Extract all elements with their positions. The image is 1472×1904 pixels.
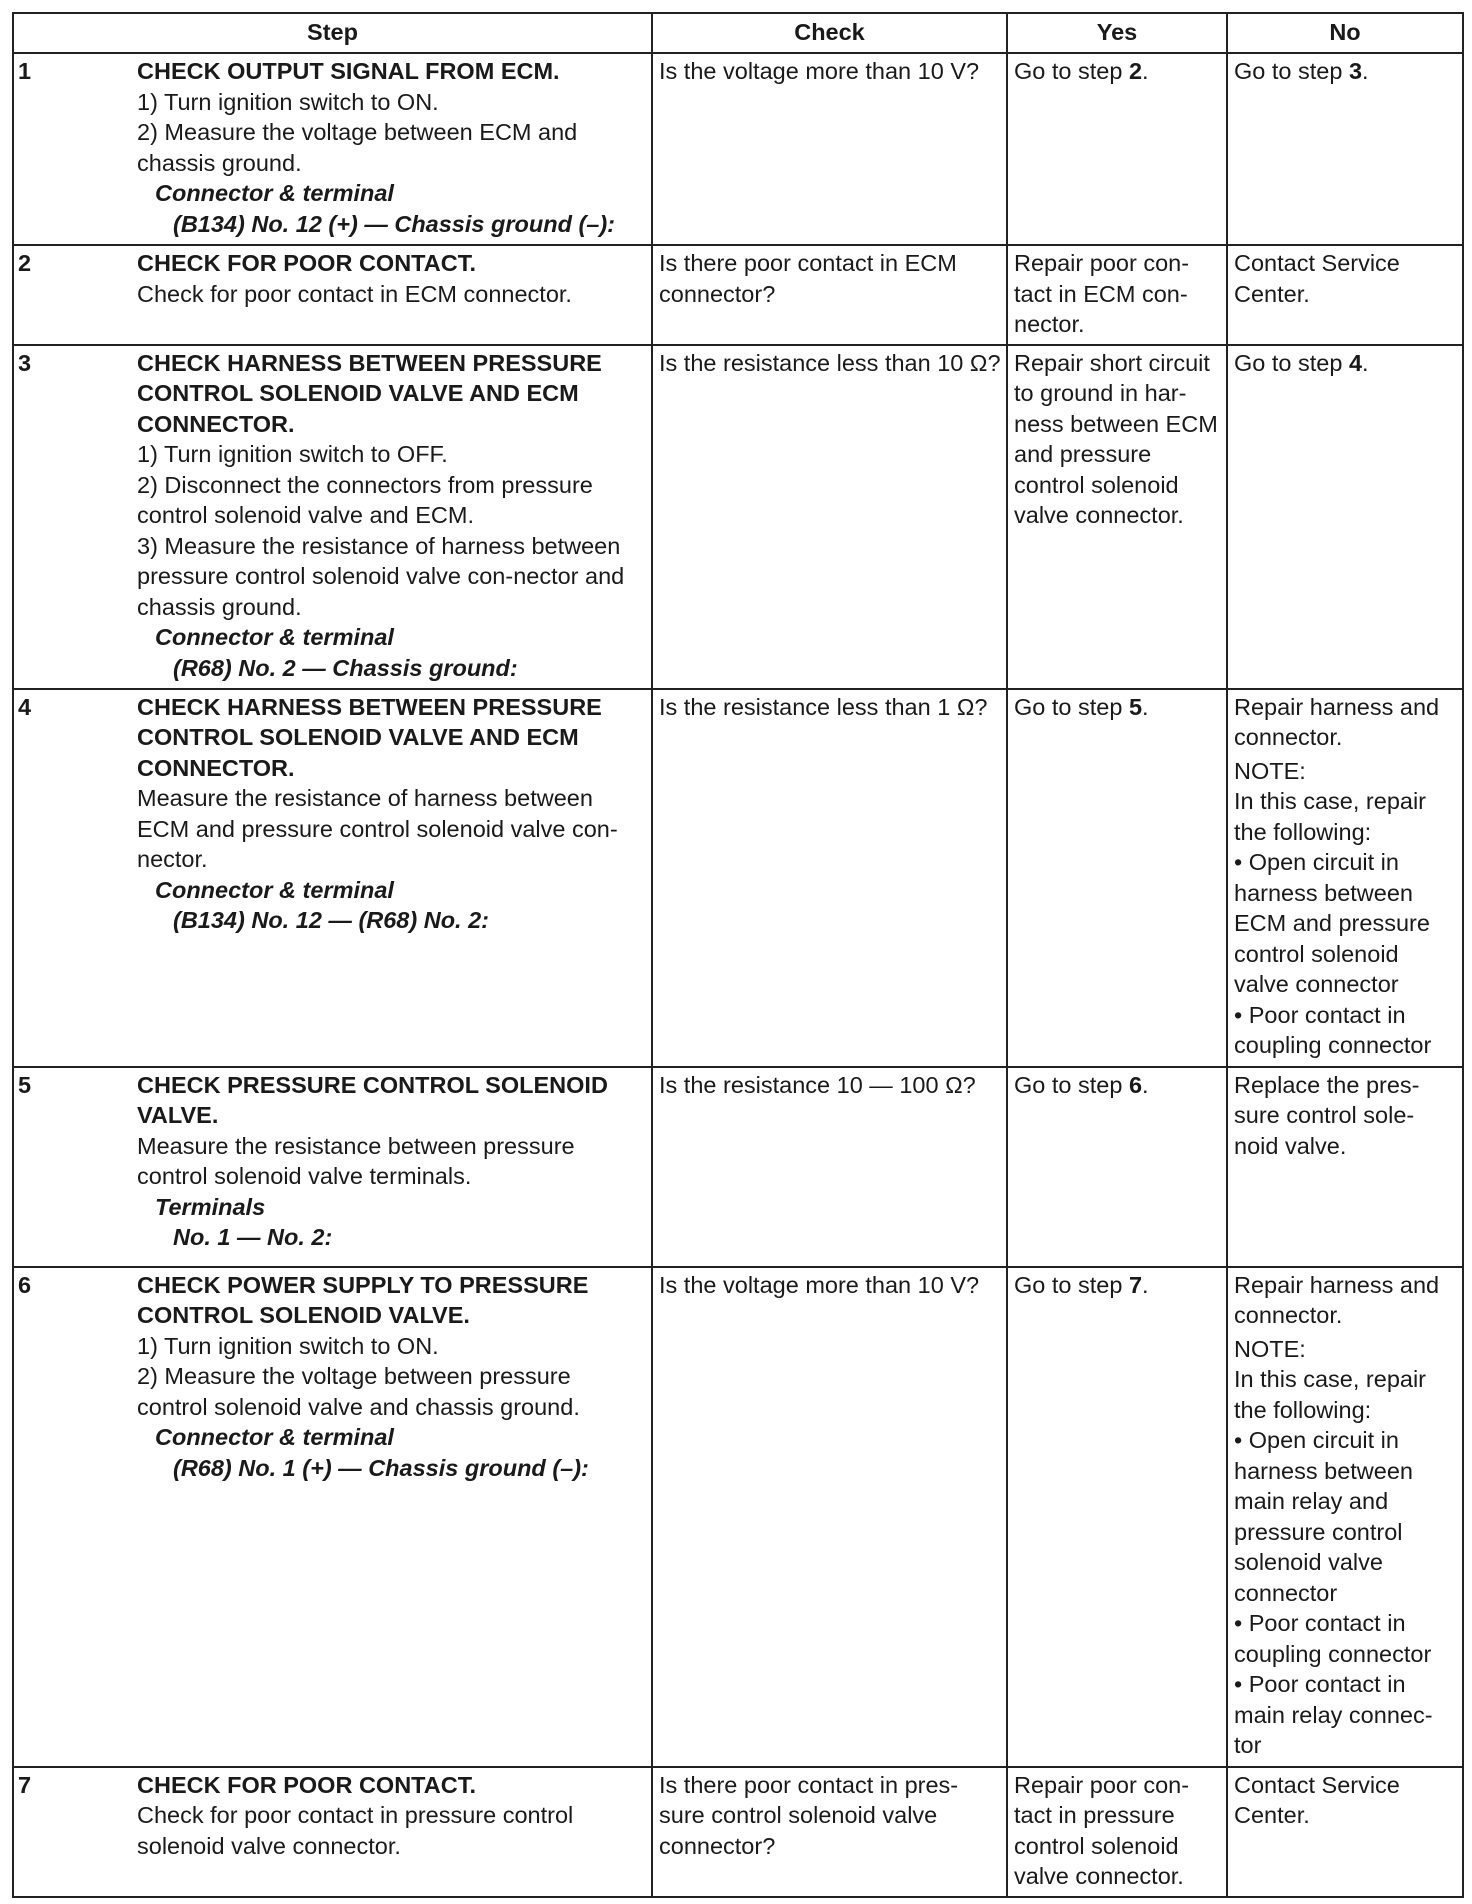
table-row xyxy=(13,1067,1463,1267)
step-instruction: 2) Measure the voltage between ECM and chassis ground. xyxy=(137,119,578,176)
yes-cell xyxy=(1007,1067,1227,1267)
step-title: CHECK FOR POOR CONTACT. xyxy=(137,1771,477,1798)
yes-step-link: 5 xyxy=(1128,693,1143,720)
yes-prefix: Go to step xyxy=(1014,693,1129,720)
step-number: 3 xyxy=(13,345,133,689)
table-row xyxy=(13,1767,1463,1897)
step-cell xyxy=(133,245,652,345)
step-instruction: 2) Disconnect the connectors from pressure control solenoid valve and ECM. xyxy=(137,471,593,528)
step-cell xyxy=(133,689,652,1067)
yes-cell xyxy=(1007,1267,1227,1767)
no-suffix: . xyxy=(1362,58,1369,84)
header-step: Step xyxy=(13,13,652,53)
header-row xyxy=(13,13,1463,53)
step-instruction: 1) Turn ignition switch to ON. xyxy=(137,1332,439,1359)
header-yes: Yes xyxy=(1007,13,1227,53)
step-instruction: Measure the resistance between pressure control solenoid valve terminals. xyxy=(137,1132,575,1189)
no-cell xyxy=(1227,53,1463,245)
step-title: CHECK FOR POOR CONTACT. xyxy=(137,250,477,276)
note-item: • Poor contact in main relay connec-tor xyxy=(1234,1671,1433,1758)
table-row xyxy=(13,689,1463,1067)
step-cell xyxy=(133,1267,652,1767)
step-instruction: Check for poor contact in pressure control solenoid valve connector. xyxy=(137,1802,574,1859)
note-label: NOTE: xyxy=(1234,1335,1306,1362)
yes-cell xyxy=(1007,53,1227,245)
yes-cell: Repair poor con-tact in ECM con-nector. xyxy=(1007,245,1227,345)
step-instruction: 1) Turn ignition switch to ON. xyxy=(137,88,439,115)
step-number: 5 xyxy=(13,1067,133,1267)
check-cell: Is the voltage more than 10 V? xyxy=(652,53,1007,245)
no-cell xyxy=(1227,689,1463,1067)
step-title: CHECK OUTPUT SIGNAL FROM ECM. xyxy=(137,58,560,84)
check-cell: Is there poor contact in ECM connector? xyxy=(652,245,1007,345)
step-cell xyxy=(133,1767,652,1897)
yes-suffix: . xyxy=(1142,693,1149,720)
connector-label: Terminals xyxy=(155,1193,266,1220)
document-page xyxy=(12,12,1462,1898)
yes-suffix: . xyxy=(1142,1271,1149,1298)
table-row xyxy=(13,345,1463,689)
connector-value: No. 1 — No. 2: xyxy=(173,1224,333,1250)
note-label: NOTE: xyxy=(1234,757,1306,784)
step-title: CHECK PRESSURE CONTROL SOLENOID VALVE. xyxy=(137,1071,608,1128)
check-cell: Is the voltage more than 10 V? xyxy=(652,1267,1007,1767)
no-step-link: 4 xyxy=(1348,349,1363,376)
step-number: 4 xyxy=(13,689,133,1067)
step-instruction: 2) Measure the voltage between pressure control solenoid valve and chassis ground. xyxy=(137,1363,580,1420)
check-cell: Is the resistance less than 1 Ω? xyxy=(652,689,1007,1067)
diagnostic-table xyxy=(12,12,1464,1898)
table-row xyxy=(13,53,1463,245)
step-title: CHECK HARNESS BETWEEN PRESSURE CONTROL SOLENOID VALVE AND ECM CONNECTOR. xyxy=(137,693,602,781)
note-item: • Open circuit in harness between ECM and pressure control solenoid valve connector xyxy=(1234,849,1430,997)
step-instruction: 3) Measure the resistance of harness between pressure control solenoid valve con-nector and chassis ground. xyxy=(137,532,625,620)
no-prefix: Go to step xyxy=(1234,349,1349,376)
note-item: • Poor contact in coupling connector xyxy=(1234,1610,1432,1667)
no-cell xyxy=(1227,345,1463,689)
check-cell: Is the resistance 10 — 100 Ω? xyxy=(652,1067,1007,1267)
no-cell: Contact Service Center. xyxy=(1227,1767,1463,1897)
no-suffix: . xyxy=(1362,349,1369,376)
yes-step-link: 6 xyxy=(1128,1071,1143,1098)
yes-cell: Repair short circuit to ground in har-ness between ECM and pressure control solenoid valve connector. xyxy=(1007,345,1227,689)
table-row xyxy=(13,245,1463,345)
step-cell xyxy=(133,53,652,245)
connector-value: (B134) No. 12 — (R68) No. 2: xyxy=(173,907,490,933)
connector-value: (B134) No. 12 (+) — Chassis ground (–): xyxy=(173,210,616,237)
header-no: No xyxy=(1227,13,1463,53)
no-cell: Replace the pres-sure control sole-noid valve. xyxy=(1227,1067,1463,1267)
connector-label: Connector & terminal xyxy=(155,180,394,206)
check-cell: Is the resistance less than 10 Ω? xyxy=(652,345,1007,689)
connector-label: Connector & terminal xyxy=(155,1424,394,1450)
no-step-link: 3 xyxy=(1348,58,1363,84)
yes-suffix: . xyxy=(1142,1071,1149,1098)
connector-value: (R68) No. 1 (+) — Chassis ground (–): xyxy=(173,1454,589,1481)
yes-step-link: 7 xyxy=(1128,1271,1143,1298)
yes-cell: Repair poor con-tact in pressure control solenoid valve connector. xyxy=(1007,1767,1227,1897)
check-cell: Is there poor contact in pres-sure control solenoid valve connector? xyxy=(652,1767,1007,1897)
yes-prefix: Go to step xyxy=(1014,1271,1129,1298)
step-instruction: 1) Turn ignition switch to OFF. xyxy=(137,441,448,467)
step-number: 1 xyxy=(13,53,133,245)
step-instruction: Check for poor contact in ECM connector. xyxy=(137,280,572,307)
header-check: Check xyxy=(652,13,1007,53)
note-intro: In this case, repair the following: xyxy=(1234,1366,1427,1423)
connector-label: Connector & terminal xyxy=(155,876,394,903)
connector-label: Connector & terminal xyxy=(155,624,394,650)
yes-suffix: . xyxy=(1142,58,1149,84)
yes-cell xyxy=(1007,689,1227,1067)
step-number: 7 xyxy=(13,1767,133,1897)
yes-prefix: Go to step xyxy=(1014,58,1129,84)
step-title: CHECK POWER SUPPLY TO PRESSURE CONTROL SOLENOID VALVE. xyxy=(137,1271,589,1328)
note-intro: In this case, repair the following: xyxy=(1234,788,1427,845)
table-row xyxy=(13,1267,1463,1767)
step-cell xyxy=(133,345,652,689)
step-number: 6 xyxy=(13,1267,133,1767)
yes-prefix: Go to step xyxy=(1014,1071,1129,1098)
connector-value: (R68) No. 2 — Chassis ground: xyxy=(173,654,518,681)
step-number: 2 xyxy=(13,245,133,345)
no-cell: Contact Service Center. xyxy=(1227,245,1463,345)
note-item: • Poor contact in coupling connector xyxy=(1234,1001,1432,1058)
no-prefix: Go to step xyxy=(1234,58,1349,84)
note-item: • Open circuit in harness between main relay and pressure control solenoid valve connector xyxy=(1234,1427,1413,1606)
no-action: Repair harness and connector. xyxy=(1234,1271,1440,1328)
no-cell xyxy=(1227,1267,1463,1767)
no-action: Repair harness and connector. xyxy=(1234,693,1440,750)
step-instruction: Measure the resistance of harness between ECM and pressure control solenoid valve con-nector. xyxy=(137,785,618,872)
step-cell xyxy=(133,1067,652,1267)
yes-step-link: 2 xyxy=(1128,58,1143,84)
step-title: CHECK HARNESS BETWEEN PRESSURE CONTROL SOLENOID VALVE AND ECM CONNECTOR. xyxy=(137,349,602,437)
